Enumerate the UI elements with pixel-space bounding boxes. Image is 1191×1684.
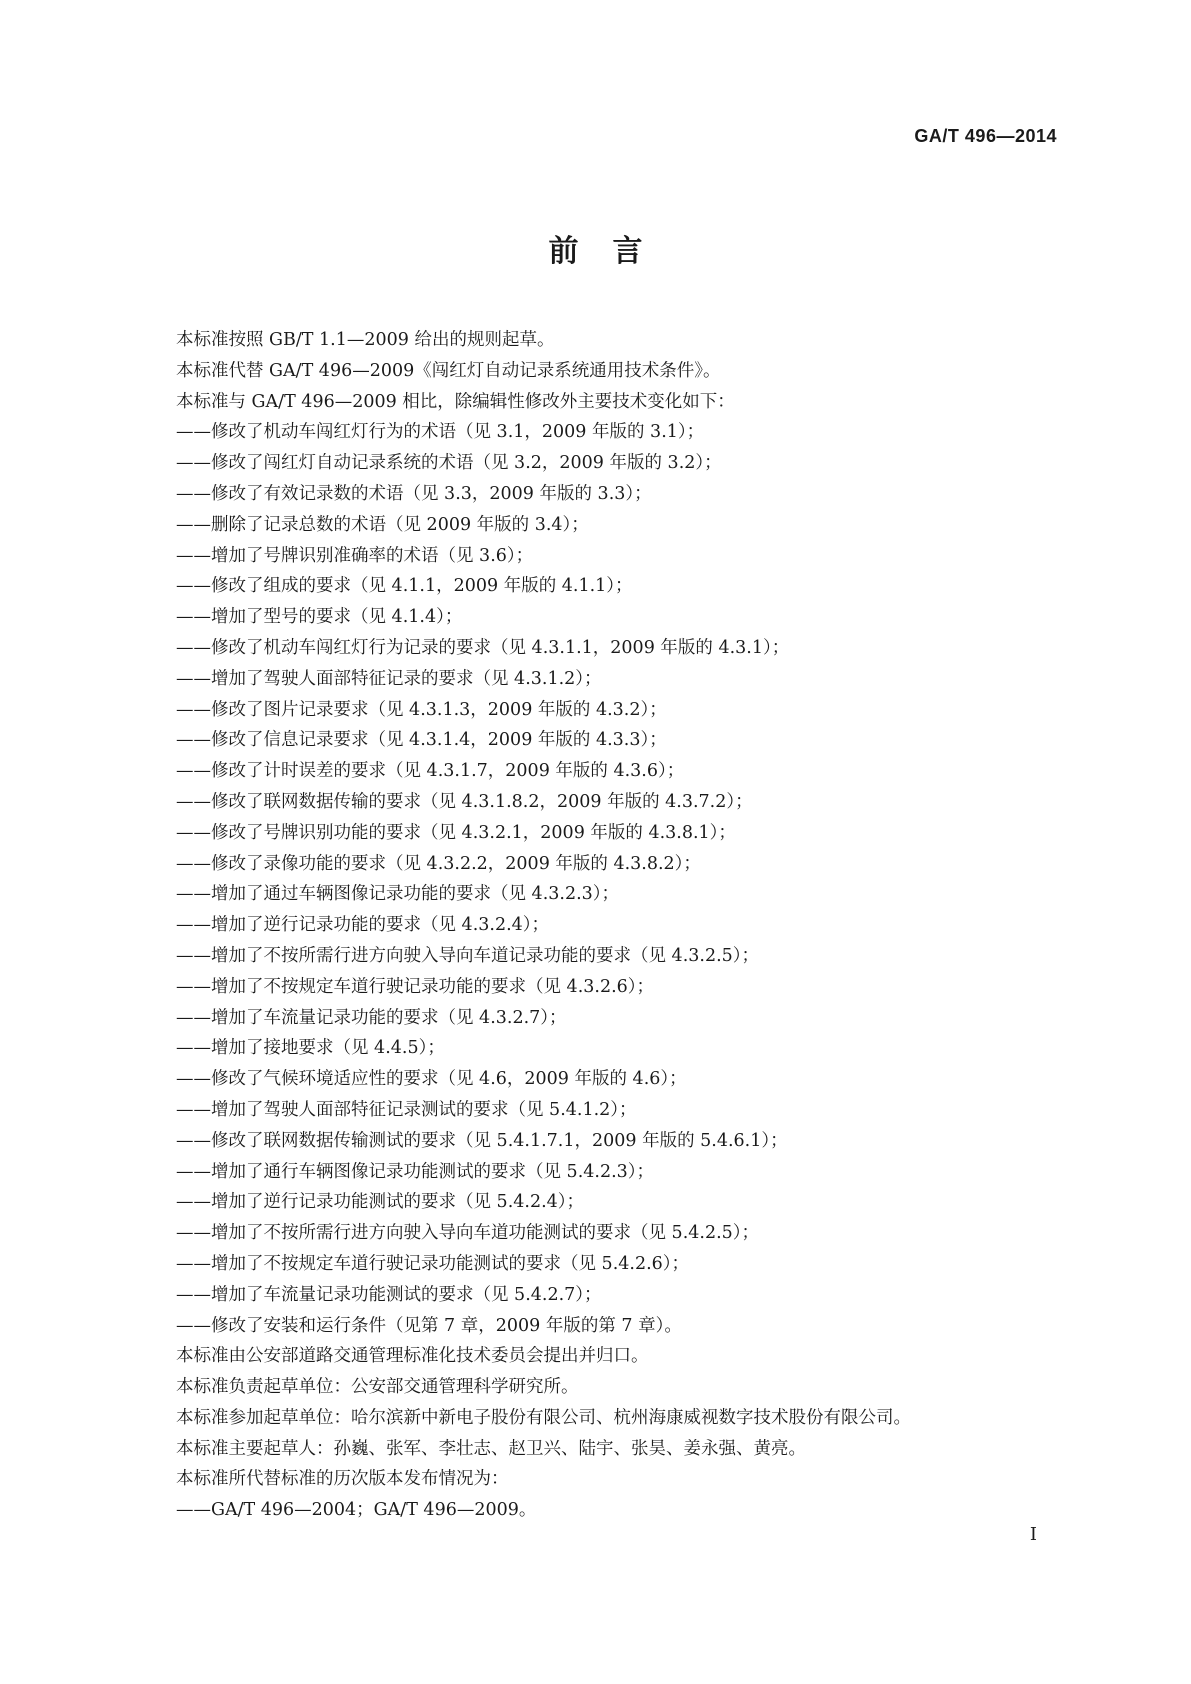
list-item: ——删除了记录总数的术语（见 2009 年版的 3.4）； xyxy=(176,514,589,535)
text-line: 本标准代替 GA/T 496—2009《闯红灯自动记录系统通用技术条件》。 xyxy=(176,360,721,381)
list-item: ——增加了车流量记录功能测试的要求（见 5.4.2.7）； xyxy=(176,1284,602,1305)
standard-code: GA/T 496—2014 xyxy=(914,126,1057,146)
text-line: 本标准主要起草人：孙巍、张军、李壮志、赵卫兴、陆宇、张昊、姜永强、黄亮。 xyxy=(176,1438,806,1459)
list-item: ——修改了安装和运行条件（见第 7 章，2009 年版的第 7 章）。 xyxy=(176,1315,682,1336)
list-item: ——增加了不按所需行进方向驶入导向车道记录功能的要求（见 4.3.2.5）； xyxy=(176,945,760,966)
text-line: 本标准参加起草单位：哈尔滨新中新电子股份有限公司、杭州海康威视数字技术股份有限公司。 xyxy=(176,1407,911,1428)
text-line: 本标准按照 GB/T 1.1—2009 给出的规则起草。 xyxy=(176,330,555,350)
page-title: 前言 xyxy=(548,234,677,269)
list-item: ——增加了车流量记录功能的要求（见 4.3.2.7）； xyxy=(176,1007,567,1028)
list-item: ——修改了计时误差的要求（见 4.3.1.7，2009 年版的 4.3.6）； xyxy=(176,761,685,782)
text-line: 本标准所代替标准的历次版本发布情况为： xyxy=(176,1469,509,1490)
list-item: ——增加了逆行记录功能测试的要求（见 5.4.2.4）； xyxy=(176,1192,585,1213)
list-item: ——修改了联网数据传输的要求（见 4.3.1.8.2，2009 年版的 4.3.7.2）； xyxy=(176,791,753,812)
text-line: 本标准负责起草单位：公安部交通管理科学研究所。 xyxy=(176,1377,579,1398)
foreword-body xyxy=(176,325,1056,1526)
list-item: ——增加了型号的要求（见 4.1.4）； xyxy=(176,607,463,628)
text-line: 本标准与 GA/T 496—2009 相比，除编辑性修改外主要技术变化如下： xyxy=(176,391,735,412)
list-item: ——修改了录像功能的要求（见 4.3.2.2，2009 年版的 4.3.8.2）； xyxy=(176,853,701,874)
list-item: ——增加了不按规定车道行驶记录功能的要求（见 4.3.2.6）； xyxy=(176,976,655,997)
page-number: I xyxy=(1029,1524,1037,1545)
list-item: ——修改了机动车闯红灯行为的术语（见 3.1，2009 年版的 3.1）； xyxy=(176,422,705,443)
list-item: ——修改了号牌识别功能的要求（见 4.3.2.1，2009 年版的 4.3.8.1）； xyxy=(176,822,736,843)
list-item: ——修改了气候环境适应性的要求（见 4.6，2009 年版的 4.6）； xyxy=(176,1069,687,1090)
list-item: ——增加了不按规定车道行驶记录功能测试的要求（见 5.4.2.6）； xyxy=(176,1253,690,1274)
list-item: ——GA/T 496—2004；GA/T 496—2009。 xyxy=(176,1500,537,1521)
list-item: ——增加了接地要求（见 4.4.5）； xyxy=(176,1038,445,1059)
list-item: ——增加了驾驶人面部特征记录测试的要求（见 5.4.1.2）； xyxy=(176,1099,637,1120)
text-line: 本标准由公安部道路交通管理标准化技术委员会提出并归口。 xyxy=(176,1346,649,1367)
list-item: ——修改了组成的要求（见 4.1.1，2009 年版的 4.1.1）； xyxy=(176,576,633,597)
list-item: ——增加了号牌识别准确率的术语（见 3.6）； xyxy=(176,545,534,566)
list-item: ——增加了驾驶人面部特征记录的要求（见 4.3.1.2）； xyxy=(176,668,602,689)
list-item: ——修改了图片记录要求（见 4.3.1.3，2009 年版的 4.3.2）； xyxy=(176,699,667,720)
list-item: ——增加了逆行记录功能的要求（见 4.3.2.4）； xyxy=(176,915,550,936)
list-item: ——修改了有效记录数的术语（见 3.3，2009 年版的 3.3）； xyxy=(176,483,652,504)
list-item: ——修改了闯红灯自动记录系统的术语（见 3.2，2009 年版的 3.2）； xyxy=(176,453,722,474)
list-item: ——修改了信息记录要求（见 4.3.1.4，2009 年版的 4.3.3）； xyxy=(176,730,667,751)
list-item: ——增加了通行车辆图像记录功能测试的要求（见 5.4.2.3）； xyxy=(176,1161,655,1182)
list-item: ——增加了通过车辆图像记录功能的要求（见 4.3.2.3）； xyxy=(176,884,620,905)
list-item: ——修改了机动车闯红灯行为记录的要求（见 4.3.1.1，2009 年版的 4.3.1）； xyxy=(176,637,790,658)
list-item: ——修改了联网数据传输测试的要求（见 5.4.1.7.1，2009 年版的 5.4.6.1）； xyxy=(176,1130,788,1151)
list-item: ——增加了不按所需行进方向驶入导向车道功能测试的要求（见 5.4.2.5）； xyxy=(176,1223,760,1244)
